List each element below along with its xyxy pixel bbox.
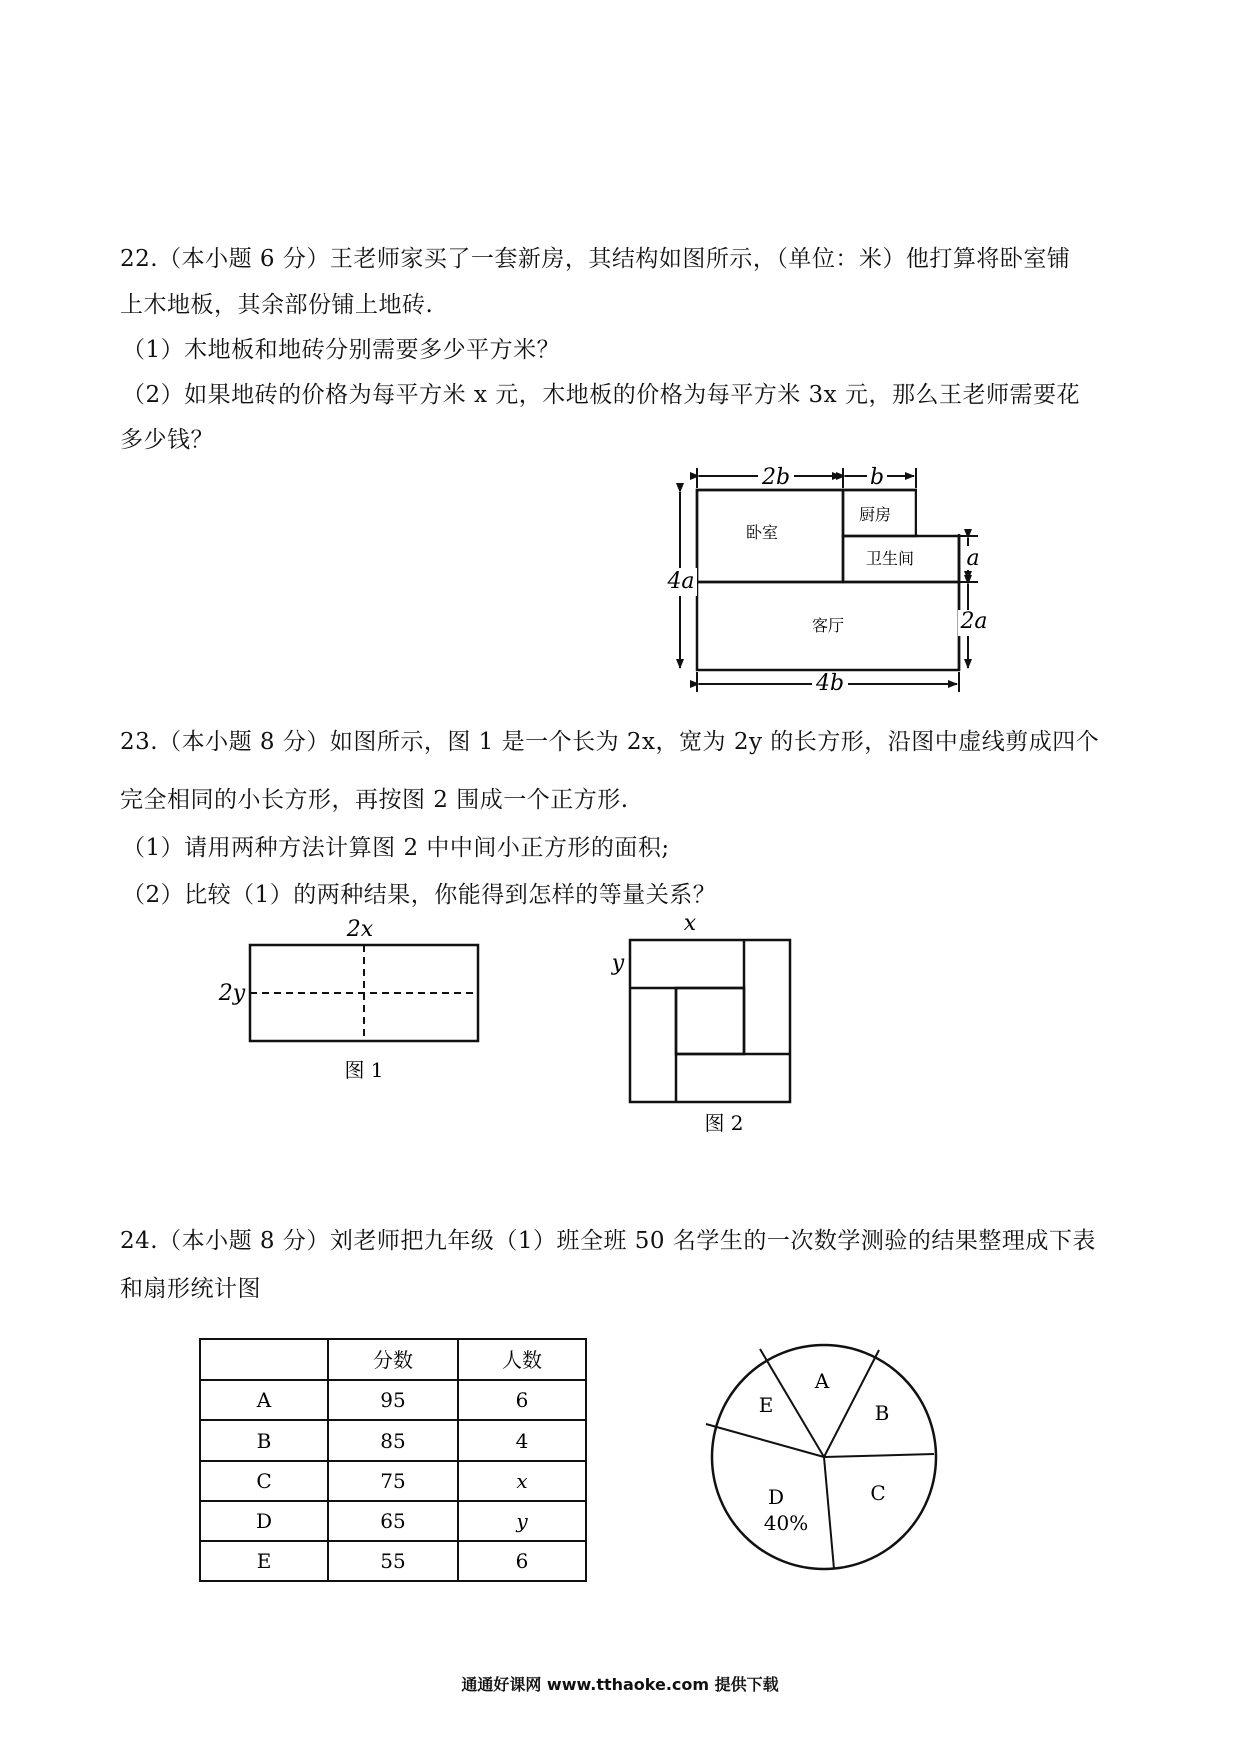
table-header-cell: 分数 (373, 1348, 413, 1372)
pie-label-b: B (874, 1401, 890, 1425)
pie-d-percent: 40% (763, 1511, 809, 1535)
label-a: a (966, 546, 980, 571)
fig2-caption: 图 2 (704, 1111, 744, 1135)
label-b: b (869, 465, 885, 490)
table-cell: D (255, 1509, 273, 1533)
q23-part2: （2）比较（1）的两种结果，你能得到怎样的等量关系？ (122, 882, 717, 908)
score-table (200, 1339, 586, 1581)
q23-line2: 完全相同的小长方形，再按图 2 围成一个正方形. (120, 787, 629, 813)
table-cell: 65 (380, 1509, 406, 1533)
table-cell: B (256, 1429, 272, 1453)
q22-part2: （2）如果地砖的价格为每平方米 x 元，木地板的价格为每平方米 3x 元，那么王老师需要花 (122, 382, 1080, 408)
q22-part2b: 多少钱？ (120, 427, 214, 453)
label-2a: 2a (960, 609, 988, 634)
q24-line1: 24.（本小题 8 分）刘老师把九年级（1）班全班 50 名学生的一次数学测验的结果整理成下表 (120, 1228, 1096, 1254)
label-4b: 4b (815, 671, 845, 696)
bedroom-label: 卧室 (745, 523, 779, 542)
table-cell: 75 (380, 1469, 406, 1493)
pie-label-c: C (870, 1481, 886, 1505)
fig1-width-label: 2x (346, 917, 374, 942)
table-cell: 85 (380, 1429, 406, 1453)
q22-line1: 22.（本小题 6 分）王老师家买了一套新房，其结构如图所示，（单位：米）他打算将卧室铺 (120, 246, 1071, 272)
fig2-y-label: y (611, 951, 625, 976)
table-cell: 6 (515, 1549, 529, 1573)
footer: 通通好课网 www.tthaoke.com 提供下载 (461, 1675, 779, 1694)
fig2-x-label: x (683, 911, 697, 936)
table-header-cell: 人数 (502, 1348, 542, 1372)
table-cell: E (256, 1549, 272, 1573)
fig1-caption: 图 1 (344, 1058, 384, 1082)
living-label: 客厅 (811, 616, 845, 635)
fig1-height-label: 2y (218, 981, 246, 1006)
table-cell: y (516, 1509, 528, 1533)
label-2b: 2b (761, 465, 791, 490)
q23-line1: 23.（本小题 8 分）如图所示，图 1 是一个长为 2x，宽为 2y 的长方形，沿图中虚线剪成四个 (120, 729, 1100, 755)
table-cell: 95 (380, 1388, 406, 1412)
label-4a: 4a (667, 569, 695, 594)
table-cell: A (256, 1388, 272, 1412)
table-cell: 55 (380, 1549, 406, 1573)
table-cell: x (516, 1469, 528, 1493)
table-cell: 6 (515, 1388, 529, 1412)
pie-label-a: A (814, 1369, 830, 1393)
table-cell: C (256, 1469, 272, 1493)
pie-label-e: E (758, 1393, 774, 1417)
q22-line2: 上木地板，其余部份铺上地砖. (120, 292, 434, 318)
q23-part1: （1）请用两种方法计算图 2 中中间小正方形的面积; (122, 835, 670, 861)
kitchen-label: 厨房 (858, 505, 892, 524)
pie-chart (706, 1345, 936, 1569)
q24-line2: 和扇形统计图 (120, 1276, 261, 1302)
pie-label-d: D (767, 1485, 785, 1509)
table-cell: 4 (515, 1429, 529, 1453)
bathroom-label: 卫生间 (865, 549, 915, 568)
q22-part1: （1）木地板和地砖分别需要多少平方米？ (122, 337, 561, 363)
